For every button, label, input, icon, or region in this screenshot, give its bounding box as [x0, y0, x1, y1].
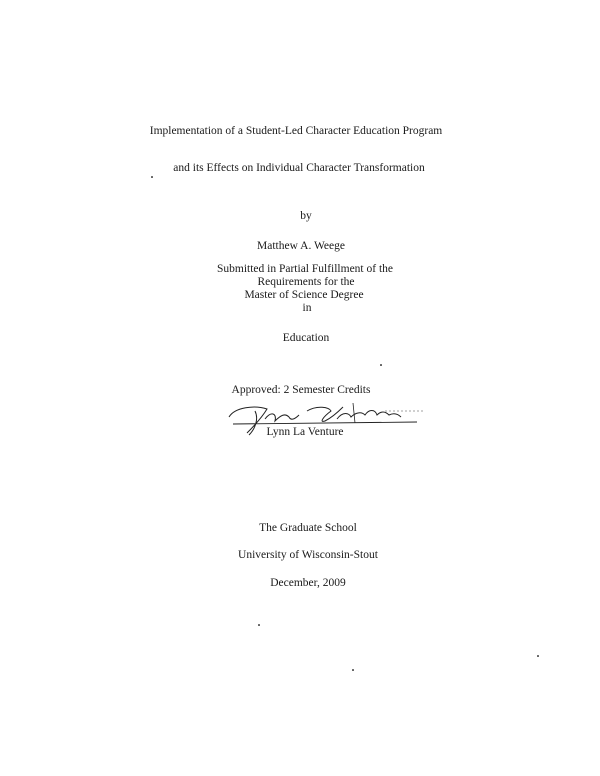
scan-speck — [151, 176, 153, 178]
scan-speck — [380, 364, 382, 366]
scan-speck — [352, 669, 354, 671]
title-line-2: and its Effects on Individual Character Transformation — [173, 162, 425, 174]
graduate-school: The Graduate School — [259, 522, 357, 534]
degree-field: Education — [282, 332, 330, 344]
scan-speck — [537, 655, 539, 657]
scan-speck — [258, 624, 260, 626]
submission-line-2: Requirements for the — [257, 276, 355, 288]
submission-line-4: in — [302, 302, 312, 314]
author-name: Matthew A. Weege — [257, 240, 345, 252]
title-line-1: Implementation of a Student-Led Character Education Program — [149, 125, 443, 137]
submission-line-1: Submitted in Partial Fulfillment of the — [217, 263, 393, 275]
approval-credits: Approved: 2 Semester Credits — [231, 384, 371, 396]
advisor-name: Lynn La Venture — [266, 426, 344, 438]
university-name: University of Wisconsin-Stout — [238, 549, 378, 561]
by-label: by — [300, 210, 312, 222]
submission-date: December, 2009 — [270, 577, 346, 589]
submission-line-3: Master of Science Degree — [244, 289, 364, 301]
